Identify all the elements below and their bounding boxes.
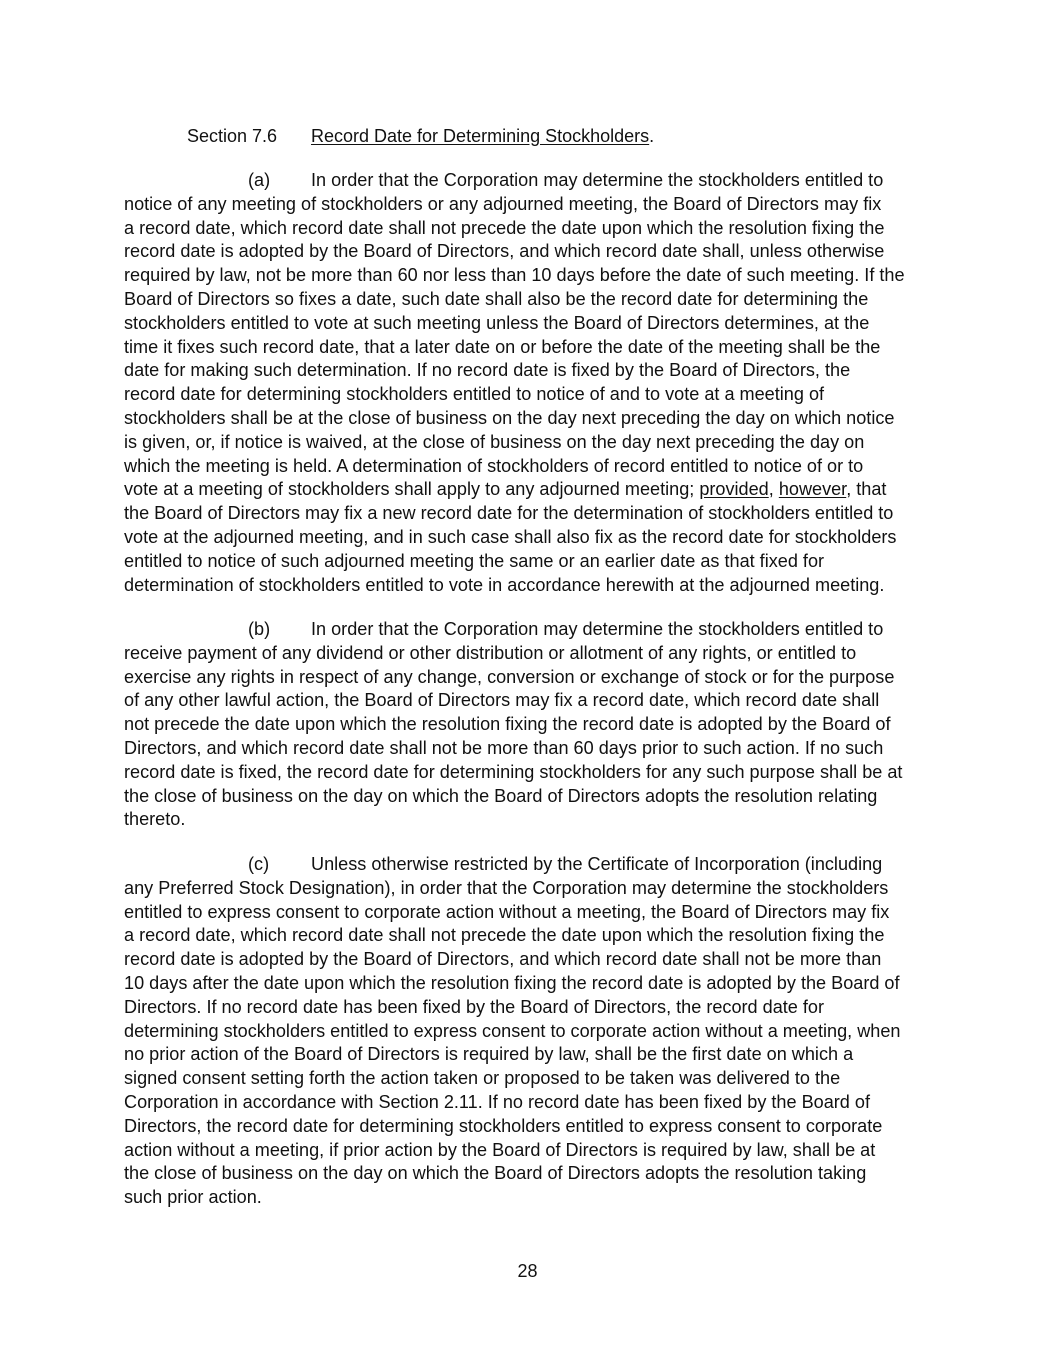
paragraph-line (124, 478, 932, 502)
paragraph-line: stockholders entitled to vote at such meeting unless the Board of Directors determines, at the (124, 312, 870, 333)
section-title: Record Date for Determining Stockholders (311, 126, 650, 146)
section-number: Section 7.6 (187, 126, 278, 146)
paragraph-a (124, 169, 932, 597)
paragraph-line: the Board of Directors may fix a new record date for the determination of stockholders entitled to (124, 503, 894, 524)
line-text: In order that the Corporation may determine the stockholders entitled to (311, 619, 884, 639)
paragraph-line: Directors, and which record date shall not be more than 60 days prior to such action. If no such (124, 737, 884, 758)
paragraph-line (124, 618, 932, 642)
paragraph-line: action without a meeting, if prior action by the Board of Directors is required by law, shall be at (124, 1139, 876, 1160)
section-heading (187, 124, 654, 148)
section-title-period: . (649, 126, 655, 146)
paragraph-line: notice of any meeting of stockholders or any adjourned meeting, the Board of Directors may fix (124, 193, 882, 214)
line-text: vote at a meeting of stockholders shall apply to any adjourned meeting; (124, 479, 700, 500)
line-text: Unless otherwise restricted by the Certificate of Incorporation (including (311, 854, 883, 874)
paragraph-line: Directors. If no record date has been fixed by the Board of Directors, the record date for (124, 996, 824, 1017)
paragraph-line: a record date, which record date shall not precede the date upon which the resolution fixing the (124, 925, 885, 946)
paragraph-line: is given, or, if notice is waived, at the close of business on the day next preceding the day on (124, 431, 865, 452)
paragraph-line: not precede the date upon which the resolution fixing the record date is adopted by the Board of (124, 714, 891, 735)
paragraph-line: vote at the adjourned meeting, and in such case shall also fix as the record date for stockholders (124, 526, 897, 547)
paragraph-line: the close of business on the day on which the Board of Directors adopts the resolution relating (124, 785, 878, 806)
paragraph-line: record date is fixed, the record date for determining stockholders for any such purpose shall be at (124, 761, 903, 782)
paragraph-line: thereto. (124, 809, 186, 830)
paragraph-label: (a) (248, 170, 271, 190)
paragraph-line: time it fixes such record date, that a later date on or before the date of the meeting shall be the (124, 336, 881, 357)
paragraph-line: which the meeting is held. A determination of stockholders of record entitled to notice of or to (124, 455, 864, 476)
paragraph-line: no prior action of the Board of Directors is required by law, shall be the first date on which a (124, 1044, 854, 1065)
paragraph-line: record date for determining stockholders entitled to notice of and to vote at a meeting of (124, 384, 825, 405)
paragraph-line: such prior action. (124, 1187, 262, 1208)
page-number: 28 (517, 1261, 538, 1281)
provided-term: provided (699, 479, 769, 500)
paragraph-line: a record date, which record date shall not precede the date upon which the resolution fixing the (124, 217, 885, 238)
line-text: , that (846, 479, 887, 500)
paragraph-line: date for making such determination. If no record date is fixed by the Board of Directors, the (124, 360, 851, 381)
paragraph-line: receive payment of any dividend or other distribution or allotment of any rights, or entitled to (124, 642, 857, 663)
paragraph-line: signed consent setting forth the action taken or proposed to be taken was delivered to the (124, 1068, 841, 1089)
paragraph-line: required by law, not be more than 60 nor less than 10 days before the date of such meeting. If the (124, 265, 905, 286)
paragraph-line: entitled to express consent to corporate action without a meeting, the Board of Directors may fix (124, 901, 890, 922)
paragraph-c (124, 853, 932, 1210)
paragraph-line: record date is adopted by the Board of Directors, and which record date shall, unless otherwise (124, 241, 885, 262)
paragraph-line: determination of stockholders entitled to vote in accordance herewith at the adjourned meeting. (124, 574, 885, 595)
paragraph-label: (b) (248, 619, 271, 639)
paragraph-line (124, 169, 932, 193)
paragraph-b (124, 618, 932, 832)
paragraph-line: any Preferred Stock Designation), in order that the Corporation may determine the stockholders (124, 877, 889, 898)
paragraph-line: of any other lawful action, the Board of Directors may fix a record date, which record date shall (124, 690, 880, 711)
paragraph-line: determining stockholders entitled to express consent to corporate action without a meeting, when (124, 1020, 901, 1041)
paragraph-line: Board of Directors so fixes a date, such date shall also be the record date for determining the (124, 288, 869, 309)
line-text: In order that the Corporation may determine the stockholders entitled to (311, 170, 884, 190)
paragraph-line: Directors, the record date for determining stockholders entitled to express consent to corporate (124, 1115, 883, 1136)
line-text: , (768, 479, 779, 500)
paragraph-line: the close of business on the day on which the Board of Directors adopts the resolution taking (124, 1163, 867, 1184)
paragraph-line: 10 days after the date upon which the resolution fixing the record date is adopted by the Board of (124, 972, 900, 993)
paragraph-line: Corporation in accordance with Section 2.11. If no record date has been fixed by the Board of (124, 1091, 870, 1112)
paragraph-line: record date is adopted by the Board of Directors, and which record date shall not be more than (124, 949, 882, 970)
paragraph-line (124, 853, 932, 877)
paragraph-label: (c) (248, 854, 270, 874)
paragraph-line: stockholders shall be at the close of business on the day next preceding the day on which notice (124, 407, 895, 428)
paragraph-line: entitled to notice of such adjourned meeting the same or an earlier date as that fixed for (124, 550, 825, 571)
paragraph-line: exercise any rights in respect of any change, conversion or exchange of stock or for the purpose (124, 666, 895, 687)
however-term: however (778, 479, 847, 500)
